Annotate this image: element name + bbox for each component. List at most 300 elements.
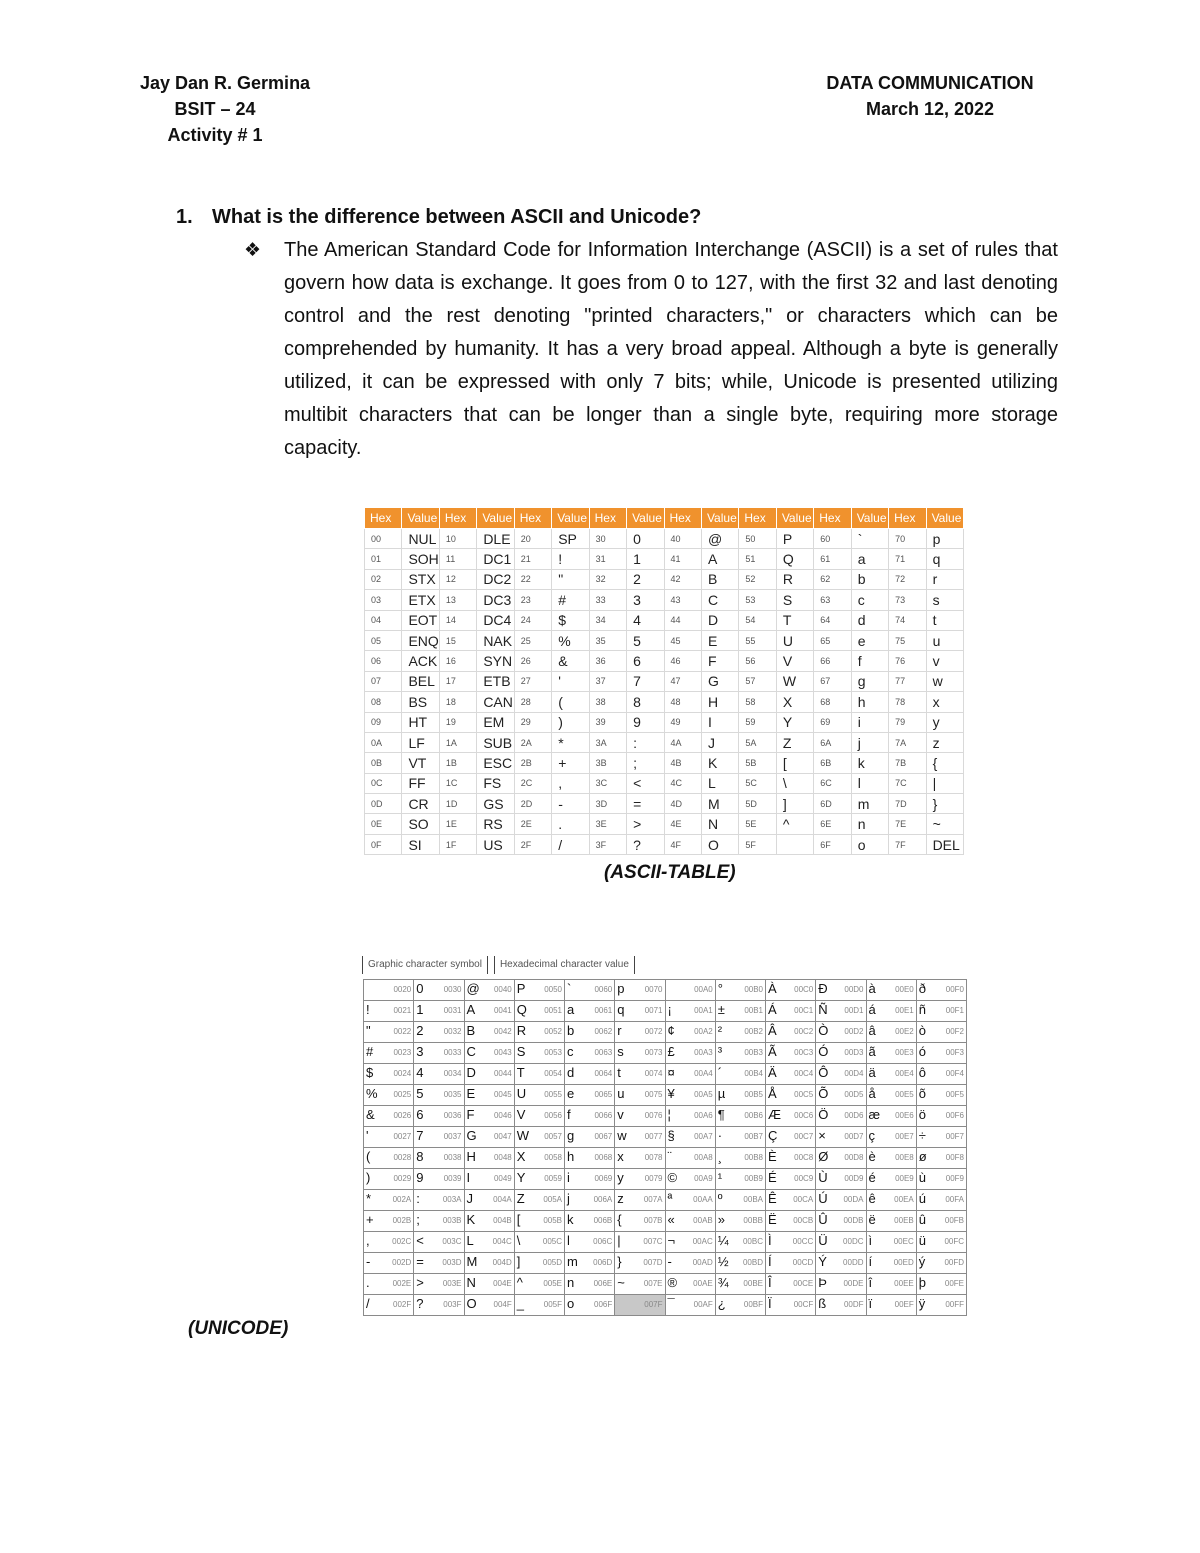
unicode-glyph: p — [617, 981, 625, 996]
unicode-code: 0074 — [644, 1069, 663, 1078]
ascii-value-cell: = — [627, 794, 664, 814]
ascii-hex-cell: 46 — [664, 651, 701, 671]
ascii-hex-cell: 73 — [889, 590, 926, 610]
unicode-cell — [514, 1085, 564, 1106]
unicode-code: 0057 — [544, 1132, 562, 1141]
unicode-cell — [414, 1253, 464, 1274]
unicode-code: 0041 — [493, 1006, 512, 1015]
unicode-glyph: 2 — [416, 1023, 424, 1038]
ascii-hex-cell: 26 — [514, 651, 551, 671]
unicode-glyph: ß — [818, 1296, 827, 1311]
ascii-header-value: Value — [402, 508, 439, 529]
unicode-glyph: ± — [717, 1002, 725, 1017]
unicode-code: 00A4 — [694, 1069, 713, 1078]
unicode-cell — [766, 1127, 816, 1148]
unicode-cell — [816, 1106, 866, 1127]
unicode-cell — [715, 1022, 765, 1043]
ascii-hex-cell: 74 — [889, 610, 926, 630]
ascii-row — [365, 834, 964, 854]
unicode-code: 00C0 — [794, 985, 814, 994]
unicode-glyph: ¤ — [667, 1065, 675, 1080]
ascii-hex-cell: 51 — [739, 549, 776, 569]
unicode-glyph: õ — [918, 1086, 926, 1101]
unicode-cell — [816, 1043, 866, 1064]
unicode-glyph: æ — [868, 1107, 881, 1122]
unicode-code: 002E — [392, 1279, 412, 1288]
unicode-cell — [715, 1064, 765, 1085]
unicode-cell — [364, 1127, 414, 1148]
ascii-hex-cell: 61 — [814, 549, 851, 569]
ascii-value-cell: e — [851, 630, 888, 650]
unicode-glyph: « — [667, 1212, 675, 1227]
unicode-glyph: S — [516, 1044, 526, 1059]
unicode-glyph: © — [667, 1170, 678, 1185]
unicode-glyph: + — [366, 1212, 374, 1227]
ascii-row — [365, 590, 964, 610]
unicode-code: 00F6 — [945, 1111, 964, 1120]
unicode-glyph: 5 — [416, 1086, 424, 1101]
unicode-glyph: Ï — [768, 1296, 772, 1311]
unicode-glyph: N — [466, 1275, 476, 1290]
ascii-hex-cell: 2C — [514, 773, 551, 793]
ascii-hex-cell: 02 — [365, 569, 402, 589]
unicode-glyph: Õ — [818, 1086, 829, 1101]
ascii-hex-cell: 1E — [439, 814, 476, 834]
unicode-glyph: Â — [768, 1023, 777, 1038]
unicode-code: 004C — [492, 1237, 512, 1246]
unicode-glyph: L — [466, 1233, 474, 1248]
ascii-hex-cell: 21 — [514, 549, 551, 569]
ascii-value-cell: " — [552, 569, 589, 589]
unicode-glyph: Á — [768, 1002, 777, 1017]
unicode-glyph: , — [366, 1233, 370, 1248]
unicode-code: 00B9 — [744, 1174, 763, 1183]
unicode-code: 0030 — [443, 985, 462, 994]
unicode-cell — [665, 1064, 715, 1085]
ascii-value-cell: . — [552, 814, 589, 834]
unicode-code: 0075 — [644, 1090, 663, 1099]
unicode-cell — [364, 1064, 414, 1085]
unicode-cell — [414, 1211, 464, 1232]
unicode-code: 00C3 — [794, 1048, 814, 1057]
unicode-cell — [665, 1295, 715, 1316]
subject-title: DATA COMMUNICATION — [826, 73, 1034, 93]
unicode-cell — [866, 1295, 916, 1316]
unicode-cell — [464, 1085, 514, 1106]
ascii-value-cell: VT — [402, 753, 439, 773]
ascii-value-cell: D — [701, 610, 738, 630]
unicode-code: 00FD — [944, 1258, 964, 1267]
unicode-glyph: " — [366, 1023, 371, 1038]
ascii-value-cell: k — [851, 753, 888, 773]
unicode-glyph: å — [868, 1086, 876, 1101]
unicode-cell — [665, 1190, 715, 1211]
unicode-cell — [715, 1043, 765, 1064]
unicode-cell — [665, 980, 715, 1001]
unicode-code: 00FE — [944, 1279, 964, 1288]
ascii-value-cell: r — [926, 569, 963, 589]
unicode-cell — [615, 1211, 665, 1232]
ascii-hex-cell: 05 — [365, 630, 402, 650]
unicode-code: 00BA — [743, 1195, 763, 1204]
ascii-value-cell: p — [926, 529, 963, 549]
unicode-glyph: Ê — [768, 1191, 777, 1206]
unicode-code: 00EE — [894, 1279, 914, 1288]
unicode-code: 00CB — [793, 1216, 814, 1225]
unicode-glyph: £ — [667, 1044, 675, 1059]
unicode-row — [364, 1106, 967, 1127]
ascii-hex-cell: 7C — [889, 773, 926, 793]
ascii-hex-cell: 4E — [664, 814, 701, 834]
ascii-value-cell: x — [926, 692, 963, 712]
ascii-value-cell: BEL — [402, 671, 439, 691]
unicode-cell — [414, 1148, 464, 1169]
unicode-glyph: # — [366, 1044, 374, 1059]
unicode-code: 006D — [593, 1258, 613, 1267]
unicode-glyph: è — [868, 1149, 876, 1164]
unicode-cell — [514, 1169, 564, 1190]
unicode-glyph: » — [717, 1212, 725, 1227]
ascii-value-cell: DLE — [477, 529, 514, 549]
unicode-code: 007D — [643, 1258, 663, 1267]
unicode-code: 0068 — [594, 1153, 613, 1162]
ascii-table — [364, 507, 964, 855]
unicode-cell — [514, 1106, 564, 1127]
unicode-code: 00DF — [843, 1300, 864, 1309]
unicode-cell — [364, 1022, 414, 1043]
unicode-cell — [866, 1232, 916, 1253]
unicode-glyph: Ô — [818, 1065, 829, 1080]
unicode-code: 00F1 — [945, 1006, 964, 1015]
unicode-glyph: ¨ — [667, 1149, 672, 1164]
ascii-value-cell: b — [851, 569, 888, 589]
unicode-glyph: Ã — [768, 1044, 777, 1059]
unicode-cell — [364, 1106, 414, 1127]
unicode-cell — [715, 1190, 765, 1211]
unicode-cell — [414, 1274, 464, 1295]
unicode-cell — [514, 1127, 564, 1148]
unicode-glyph: ý — [918, 1254, 926, 1269]
unicode-glyph: z — [617, 1191, 624, 1206]
ascii-table-figure — [364, 507, 964, 855]
ascii-hex-cell: 20 — [514, 529, 551, 549]
unicode-glyph: ø — [918, 1149, 927, 1164]
unicode-code: 004E — [493, 1279, 512, 1288]
ascii-hex-cell: 76 — [889, 651, 926, 671]
ascii-hex-cell: 13 — [439, 590, 476, 610]
ascii-hex-cell: 3E — [589, 814, 626, 834]
unicode-code: 00F7 — [945, 1132, 964, 1141]
unicode-cell — [414, 1022, 464, 1043]
question-number: 1. — [176, 206, 193, 228]
ascii-value-cell: 6 — [627, 651, 664, 671]
unicode-code: 0062 — [594, 1027, 613, 1036]
ascii-header-hex: Hex — [664, 508, 701, 529]
ascii-value-cell: X — [776, 692, 813, 712]
ascii-header-hex: Hex — [739, 508, 776, 529]
ascii-hex-cell: 34 — [589, 610, 626, 630]
unicode-row — [364, 1127, 967, 1148]
unicode-code: 0031 — [443, 1006, 462, 1015]
unicode-code: 00EF — [894, 1300, 914, 1309]
ascii-value-cell: K — [701, 753, 738, 773]
unicode-code: 006B — [593, 1216, 613, 1225]
unicode-glyph: w — [617, 1128, 627, 1143]
ascii-header-hex: Hex — [589, 508, 626, 529]
unicode-code: 004F — [493, 1300, 512, 1309]
ascii-hex-cell: 15 — [439, 630, 476, 650]
ascii-value-cell: BS — [402, 692, 439, 712]
ascii-value-cell: B — [701, 569, 738, 589]
unicode-code: 00C6 — [794, 1111, 814, 1120]
unicode-code: 0047 — [493, 1132, 512, 1141]
unicode-cell — [816, 1295, 866, 1316]
ascii-hex-cell: 07 — [365, 671, 402, 691]
unicode-code: 004D — [492, 1258, 512, 1267]
unicode-legend — [362, 956, 641, 974]
unicode-glyph: V — [516, 1107, 526, 1122]
unicode-code: 0073 — [644, 1048, 663, 1057]
ascii-hex-cell: 28 — [514, 692, 551, 712]
ascii-hex-cell: 77 — [889, 671, 926, 691]
ascii-value-cell: HT — [402, 712, 439, 732]
unicode-code: 0026 — [393, 1111, 412, 1120]
unicode-glyph: T — [516, 1065, 525, 1080]
unicode-glyph: C — [466, 1044, 476, 1059]
unicode-code: 005A — [543, 1195, 562, 1204]
unicode-code: 0059 — [544, 1174, 562, 1183]
unicode-code: 00B2 — [744, 1027, 763, 1036]
unicode-code: 00CE — [793, 1279, 814, 1288]
unicode-cell — [464, 1022, 514, 1043]
unicode-row — [364, 1022, 967, 1043]
unicode-glyph: : — [416, 1191, 420, 1206]
unicode-code: 007C — [643, 1237, 663, 1246]
unicode-glyph: ¬ — [667, 1233, 676, 1248]
unicode-code: 0061 — [594, 1006, 613, 1015]
unicode-cell — [464, 1127, 514, 1148]
unicode-cell — [715, 1148, 765, 1169]
unicode-glyph: h — [567, 1149, 575, 1164]
question-text: What is the difference between ASCII and Unicode? — [212, 206, 702, 228]
unicode-cell — [615, 1127, 665, 1148]
unicode-code: 0051 — [544, 1006, 562, 1015]
ascii-value-cell: , — [552, 773, 589, 793]
unicode-cell — [916, 1001, 966, 1022]
ascii-hex-cell: 72 — [889, 569, 926, 589]
unicode-glyph: a — [567, 1002, 575, 1017]
unicode-code: 00EC — [893, 1237, 914, 1246]
ascii-value-cell: EOT — [402, 610, 439, 630]
unicode-cell — [565, 1274, 615, 1295]
unicode-cell — [565, 1085, 615, 1106]
ascii-hex-cell: 64 — [814, 610, 851, 630]
unicode-code: 00BF — [743, 1300, 763, 1309]
unicode-glyph: 8 — [416, 1149, 424, 1164]
unicode-glyph: e — [567, 1086, 575, 1101]
unicode-glyph: é — [868, 1170, 876, 1185]
unicode-cell — [364, 1148, 414, 1169]
unicode-glyph: ¿ — [717, 1296, 726, 1311]
unicode-glyph: ã — [868, 1044, 876, 1059]
unicode-cell — [464, 1043, 514, 1064]
unicode-cell — [565, 1295, 615, 1316]
ascii-hex-cell: 30 — [589, 529, 626, 549]
ascii-row — [365, 549, 964, 569]
unicode-code: 00F4 — [945, 1069, 964, 1078]
unicode-code: 00B8 — [744, 1153, 763, 1162]
unicode-code: 00A1 — [694, 1006, 713, 1015]
unicode-cell — [615, 1190, 665, 1211]
ascii-hex-cell: 71 — [889, 549, 926, 569]
unicode-cell — [816, 1001, 866, 1022]
ascii-value-cell: } — [926, 794, 963, 814]
unicode-code: 00E1 — [895, 1006, 914, 1015]
ascii-hex-cell: 67 — [814, 671, 851, 691]
unicode-cell — [464, 1148, 514, 1169]
ascii-value-cell: GS — [477, 794, 514, 814]
unicode-cell — [766, 980, 816, 1001]
unicode-code: 0060 — [594, 985, 613, 994]
unicode-glyph: þ — [918, 1275, 926, 1290]
ascii-header-hex: Hex — [365, 508, 402, 529]
unicode-cell — [414, 1106, 464, 1127]
unicode-glyph: O — [466, 1296, 477, 1311]
ascii-row — [365, 692, 964, 712]
unicode-glyph: ù — [918, 1170, 926, 1185]
ascii-hex-cell: 06 — [365, 651, 402, 671]
unicode-code: 00CF — [793, 1300, 814, 1309]
unicode-glyph: > — [416, 1275, 424, 1290]
ascii-hex-cell: 29 — [514, 712, 551, 732]
unicode-cell — [364, 1169, 414, 1190]
ascii-hex-cell: 1B — [439, 753, 476, 773]
unicode-cell — [866, 1064, 916, 1085]
unicode-glyph: b — [567, 1023, 575, 1038]
unicode-glyph: @ — [466, 981, 480, 996]
ascii-hex-cell: 4D — [664, 794, 701, 814]
ascii-value-cell: u — [926, 630, 963, 650]
ascii-hex-cell: 50 — [739, 529, 776, 549]
unicode-code: 0067 — [594, 1132, 613, 1141]
unicode-glyph: 1 — [416, 1002, 424, 1017]
unicode-cell — [866, 1106, 916, 1127]
unicode-glyph: ÷ — [918, 1128, 926, 1143]
unicode-glyph: k — [567, 1212, 574, 1227]
ascii-hex-cell: 42 — [664, 569, 701, 589]
ascii-value-cell: U — [776, 630, 813, 650]
unicode-cell — [916, 1022, 966, 1043]
unicode-code: 0058 — [544, 1153, 562, 1162]
ascii-value-cell: ) — [552, 712, 589, 732]
unicode-glyph: n — [567, 1275, 575, 1290]
unicode-glyph: ® — [667, 1275, 678, 1290]
ascii-value-cell: V — [776, 651, 813, 671]
unicode-table — [363, 979, 967, 1316]
unicode-cell — [866, 1169, 916, 1190]
unicode-cell — [665, 1148, 715, 1169]
unicode-code: 00B4 — [744, 1069, 763, 1078]
unicode-code: 00C9 — [794, 1174, 814, 1183]
unicode-glyph: [ — [516, 1212, 521, 1227]
unicode-glyph: E — [466, 1086, 476, 1101]
legend-symbol: Graphic character symbol — [362, 956, 488, 974]
ascii-hex-cell: 58 — [739, 692, 776, 712]
ascii-hex-cell: 3B — [589, 753, 626, 773]
unicode-cell — [615, 1253, 665, 1274]
unicode-code: 00DC — [843, 1237, 864, 1246]
unicode-code: 00EB — [894, 1216, 914, 1225]
unicode-code: 0035 — [443, 1090, 462, 1099]
unicode-row — [364, 1253, 967, 1274]
unicode-code: 003A — [442, 1195, 462, 1204]
unicode-code: 00B1 — [744, 1006, 763, 1015]
ascii-hex-cell: 3A — [589, 732, 626, 752]
unicode-glyph: ¦ — [667, 1107, 671, 1122]
ascii-header-hex: Hex — [814, 508, 851, 529]
ascii-value-cell: [ — [776, 753, 813, 773]
unicode-cell — [514, 1148, 564, 1169]
ascii-value-cell: h — [851, 692, 888, 712]
unicode-cell — [414, 1295, 464, 1316]
unicode-code: 00AB — [693, 1216, 713, 1225]
ascii-value-cell: 8 — [627, 692, 664, 712]
unicode-code: 007F — [644, 1300, 663, 1309]
unicode-glyph: Ú — [818, 1191, 828, 1206]
unicode-glyph: R — [516, 1023, 527, 1038]
unicode-cell — [715, 1274, 765, 1295]
unicode-glyph: ô — [918, 1065, 926, 1080]
ascii-value-cell: T — [776, 610, 813, 630]
unicode-cell — [514, 1190, 564, 1211]
unicode-cell — [816, 1232, 866, 1253]
unicode-glyph: ^ — [516, 1275, 523, 1290]
unicode-cell — [615, 1064, 665, 1085]
unicode-cell — [565, 1253, 615, 1274]
ascii-value-cell: ACK — [402, 651, 439, 671]
ascii-value-cell: ` — [851, 529, 888, 549]
unicode-code: 00FC — [944, 1237, 964, 1246]
unicode-glyph: À — [768, 981, 777, 996]
unicode-code: 0056 — [544, 1111, 562, 1120]
unicode-cell — [514, 1253, 564, 1274]
unicode-glyph: q — [617, 1002, 625, 1017]
unicode-cell — [464, 1169, 514, 1190]
unicode-code: 00C8 — [794, 1153, 814, 1162]
ascii-value-cell: t — [926, 610, 963, 630]
unicode-row — [364, 1190, 967, 1211]
ascii-row — [365, 814, 964, 834]
ascii-row — [365, 732, 964, 752]
ascii-hex-cell: 4A — [664, 732, 701, 752]
ascii-hex-cell: 3D — [589, 794, 626, 814]
ascii-value-cell: NUL — [402, 529, 439, 549]
ascii-hex-cell: 70 — [889, 529, 926, 549]
unicode-code: 00F9 — [945, 1174, 964, 1183]
unicode-cell — [866, 1022, 916, 1043]
ascii-hex-cell: 38 — [589, 692, 626, 712]
ascii-row — [365, 651, 964, 671]
unicode-glyph: Ò — [818, 1023, 829, 1038]
unicode-row — [364, 1232, 967, 1253]
ascii-value-cell: DC1 — [477, 549, 514, 569]
ascii-value-cell: v — [926, 651, 963, 671]
unicode-code: 00E6 — [895, 1111, 914, 1120]
unicode-glyph: _ — [516, 1296, 524, 1311]
unicode-cell — [665, 1253, 715, 1274]
unicode-glyph: 7 — [416, 1128, 424, 1143]
unicode-glyph: ¥ — [667, 1086, 675, 1101]
